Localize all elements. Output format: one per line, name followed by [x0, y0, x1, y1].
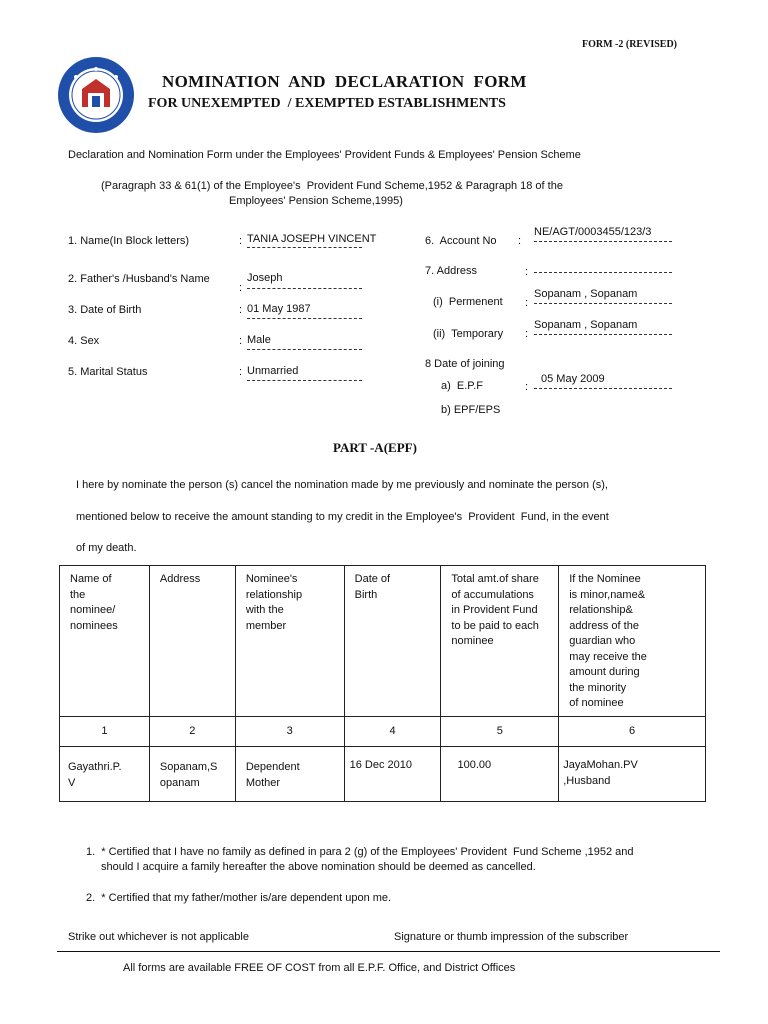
- table-row: [60, 747, 706, 802]
- guardian-cell: JayaMohan.PV ,Husband: [563, 759, 638, 787]
- table-header-cell: Address: [159, 573, 201, 585]
- name-label: 1. Name(In Block letters): [68, 235, 190, 247]
- table-header-cell: Total amt.of share of accumulations in Provident Fund to be paid to each nominee: [451, 573, 539, 647]
- temporary-underline: [534, 334, 672, 335]
- dob-value: 01 May 1987: [247, 303, 311, 315]
- name-underline: [247, 247, 362, 248]
- nominee-relationship-cell: Dependent Mother: [245, 761, 300, 789]
- table-header-cell: Name of the nominee/ nominees: [70, 573, 118, 632]
- marital-value: Unmarried: [247, 365, 299, 377]
- footer-divider: [57, 951, 720, 952]
- certification-1-line1: 1. * Certified that I have no family as defined in para 2 (g) of the Employees' Provident Fund Scheme ,1952 and: [86, 846, 634, 858]
- declaration-line2: mentioned below to receive the amount standing to my credit in the Employee's Provident Fund, in the event: [76, 511, 609, 523]
- marital-underline: [247, 380, 362, 381]
- account-colon: :: [518, 235, 522, 247]
- nominee-name-cell: Gayathri.P. V: [68, 761, 122, 789]
- epf-underline: [534, 388, 672, 389]
- column-number: 1: [60, 717, 150, 747]
- nominee-dob-cell: 16 Dec 2010: [349, 759, 413, 771]
- permanent-underline: [534, 303, 672, 304]
- temporary-label: (ii) Temporary: [433, 328, 504, 340]
- column-number: 2: [149, 717, 235, 747]
- column-number: 3: [235, 717, 344, 747]
- strike-out-note: Strike out whichever is not applicable: [68, 931, 249, 943]
- epf-value: 05 May 2009: [541, 373, 605, 385]
- dob-underline: [247, 318, 362, 319]
- father-colon: :: [239, 282, 243, 294]
- marital-colon: :: [239, 366, 243, 378]
- column-number: 5: [441, 717, 559, 747]
- father-value: Joseph: [247, 272, 283, 284]
- paragraph-reference-line2: Employees' Pension Scheme,1995): [229, 195, 403, 207]
- sex-value: Male: [247, 334, 271, 346]
- declaration-line3: of my death.: [76, 542, 137, 554]
- signature-label: Signature or thumb impression of the subscriber: [394, 931, 629, 943]
- table-header-cell: Nominee's relationship with the member: [245, 573, 303, 632]
- address-label: 7. Address: [425, 265, 477, 277]
- dob-colon: :: [239, 304, 243, 316]
- address-underline: [534, 272, 672, 273]
- column-number: 4: [344, 717, 441, 747]
- father-underline: [247, 288, 362, 289]
- name-value: TANIA JOSEPH VINCENT: [247, 233, 377, 245]
- table-header-cell: If the Nominee is minor,name& relationship& address of the guardian who may receive the amount during the minority of nominee: [569, 573, 647, 709]
- father-label: 2. Father's /Husband's Name: [68, 273, 210, 285]
- part-a-heading: PART -A(EPF): [333, 440, 417, 455]
- table-header-row: [60, 566, 706, 717]
- account-value: NE/AGT/0003455/123/3: [534, 226, 652, 238]
- epfo-emblem-logo: [52, 55, 140, 135]
- nominee-table: [59, 565, 706, 802]
- certification-1-line2: should I acquire a family hereafter the above nomination should be deemed as cancelled.: [101, 861, 536, 873]
- table-column-number-row: [60, 717, 706, 747]
- dob-label: 3. Date of Birth: [68, 304, 142, 316]
- form-number: FORM -2 (REVISED): [582, 39, 677, 50]
- declaration-line1: I here by nominate the person (s) cancel the nomination made by me previously and nominate the person (s),: [76, 479, 608, 491]
- temporary-value: Sopanam , Sopanam: [534, 319, 638, 331]
- name-colon: :: [239, 235, 243, 247]
- intro-text: Declaration and Nomination Form under the Employees' Provident Funds & Employees' Pension Scheme: [68, 149, 581, 161]
- epf-colon: :: [525, 381, 529, 393]
- doj-label: 8 Date of joining: [425, 358, 505, 370]
- account-label: 6. Account No: [425, 235, 497, 247]
- nominee-address-cell: Sopanam,S opanam: [159, 761, 218, 789]
- certification-2: 2. * Certified that my father/mother is/are dependent upon me.: [86, 892, 392, 904]
- table-header-cell: Date of Birth: [354, 573, 391, 601]
- permanent-label: (i) Permenent: [433, 296, 503, 308]
- paragraph-reference-line1: (Paragraph 33 & 61(1) of the Employee's Provident Fund Scheme,1952 & Paragraph 18 of the: [101, 180, 563, 192]
- footer-note: All forms are available FREE OF COST from all E.P.F. Office, and District Offices: [123, 962, 516, 974]
- epf-label: a) E.P.F: [441, 380, 483, 392]
- address-colon: :: [525, 266, 529, 278]
- sex-underline: [247, 349, 362, 350]
- eps-label: b) EPF/EPS: [441, 404, 501, 416]
- sex-colon: :: [239, 335, 243, 347]
- form-title: NOMINATION AND DECLARATION FORM: [162, 72, 527, 91]
- sex-label: 4. Sex: [68, 335, 100, 347]
- form-subtitle: FOR UNEXEMPTED / EXEMPTED ESTABLISHMENTS: [148, 96, 506, 111]
- marital-label: 5. Marital Status: [68, 366, 148, 378]
- column-number: 6: [559, 717, 706, 747]
- account-underline: [534, 241, 672, 242]
- permanent-colon: :: [525, 297, 529, 309]
- permanent-value: Sopanam , Sopanam: [534, 288, 638, 300]
- nominee-share-cell: 100.00: [451, 759, 492, 771]
- temporary-colon: :: [525, 328, 529, 340]
